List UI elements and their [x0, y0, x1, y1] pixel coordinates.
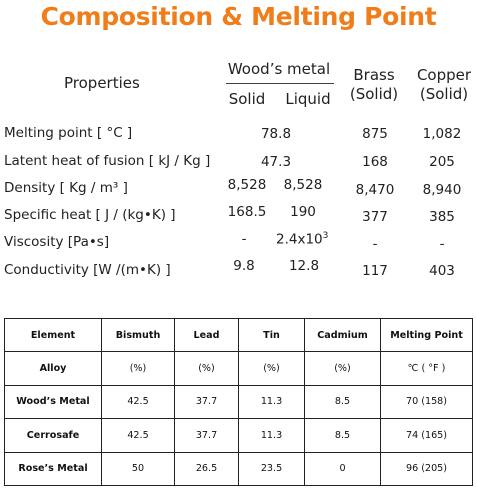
melting-point-value: 74 (165)	[381, 419, 473, 452]
brass-density: 8,470	[355, 182, 395, 198]
cadmium-value: 0	[305, 452, 381, 485]
brass-specific-heat: 377	[362, 209, 388, 225]
units-bismuth: (%)	[102, 352, 175, 385]
cadmium-value: 8.5	[305, 419, 381, 452]
tin-value: 23.5	[239, 452, 305, 485]
copper-viscosity: -	[439, 236, 445, 252]
header-melting-point: Melting Point	[381, 319, 473, 352]
tin-value: 11.3	[239, 419, 305, 452]
copper-melting-point: 1,082	[422, 126, 462, 142]
table-row	[5, 419, 473, 452]
units-tin: (%)	[239, 352, 305, 385]
header-element: Element	[5, 319, 102, 352]
composition-table	[4, 318, 473, 486]
bismuth-value: 50	[102, 452, 175, 485]
woods-metal-divider	[226, 83, 334, 84]
melting-point-value: 96 (205)	[381, 452, 473, 485]
copper-density: 8,940	[422, 182, 462, 198]
row-label-specific-heat: Specific heat [ J / (kg•K) ]	[4, 207, 176, 223]
row-label-conductivity: Conductivity [W /(m•K) ]	[4, 262, 171, 278]
solid-header: Solid	[228, 90, 266, 108]
brass-conductivity: 117	[362, 263, 388, 279]
brass-state: (Solid)	[349, 85, 399, 103]
liquid-viscosity-base: 2.4x10	[276, 231, 323, 248]
liquid-viscosity-exponent: 3	[322, 231, 329, 241]
woods-metal-header: Wood’s metal	[227, 60, 331, 78]
lead-value: 37.7	[175, 419, 239, 452]
page-title: Composition & Melting Point	[40, 2, 437, 31]
tin-value: 11.3	[239, 385, 305, 418]
units-cadmium: (%)	[305, 352, 381, 385]
alloy-name: Rose’s Metal	[5, 452, 102, 485]
copper-conductivity: 403	[429, 263, 455, 279]
bismuth-value: 42.5	[102, 419, 175, 452]
header-lead: Lead	[175, 319, 239, 352]
header-tin: Tin	[239, 319, 305, 352]
composition-units-row	[5, 352, 473, 385]
row-label-latent-heat: Latent heat of fusion [ kJ / Kg ]	[4, 153, 211, 169]
solid-conductivity: 9.8	[233, 258, 255, 274]
copper-latent-heat: 205	[429, 154, 455, 170]
melting-point-value: 70 (158)	[381, 385, 473, 418]
row-label-melting-point: Melting point [ °C ]	[4, 125, 133, 141]
units-melting-point: ℃ ( °F )	[381, 352, 473, 385]
composition-header-row	[5, 319, 473, 352]
liquid-specific-heat: 190	[290, 204, 316, 220]
header-cadmium: Cadmium	[305, 319, 381, 352]
units-lead: (%)	[175, 352, 239, 385]
liquid-viscosity	[276, 231, 328, 248]
solid-specific-heat: 168.5	[227, 204, 267, 220]
brass-viscosity: -	[372, 236, 378, 252]
copper-header: Copper	[416, 66, 472, 84]
copper-specific-heat: 385	[429, 209, 455, 225]
header-bismuth: Bismuth	[102, 319, 175, 352]
woods-melting-point: 78.8	[260, 126, 292, 142]
table-row	[5, 385, 473, 418]
lead-value: 26.5	[175, 452, 239, 485]
properties-header: Properties	[64, 74, 140, 92]
cadmium-value: 8.5	[305, 385, 381, 418]
solid-density: 8,528	[227, 177, 267, 193]
brass-melting-point: 875	[362, 126, 388, 142]
liquid-conductivity: 12.8	[288, 258, 320, 274]
liquid-density: 8,528	[283, 177, 323, 193]
brass-latent-heat: 168	[362, 154, 388, 170]
bismuth-value: 42.5	[102, 385, 175, 418]
row-label-density: Density [ Kg / m³ ]	[4, 180, 128, 196]
lead-value: 37.7	[175, 385, 239, 418]
row-label-viscosity: Viscosity [Pa•s]	[4, 234, 110, 250]
woods-latent-heat: 47.3	[260, 154, 292, 170]
units-alloy: Alloy	[5, 352, 102, 385]
brass-header: Brass	[353, 66, 395, 84]
copper-state: (Solid)	[419, 85, 469, 103]
alloy-name: Wood’s Metal	[5, 385, 102, 418]
alloy-name: Cerrosafe	[5, 419, 102, 452]
solid-viscosity: -	[241, 231, 247, 247]
table-row	[5, 452, 473, 485]
liquid-header: Liquid	[285, 90, 331, 108]
